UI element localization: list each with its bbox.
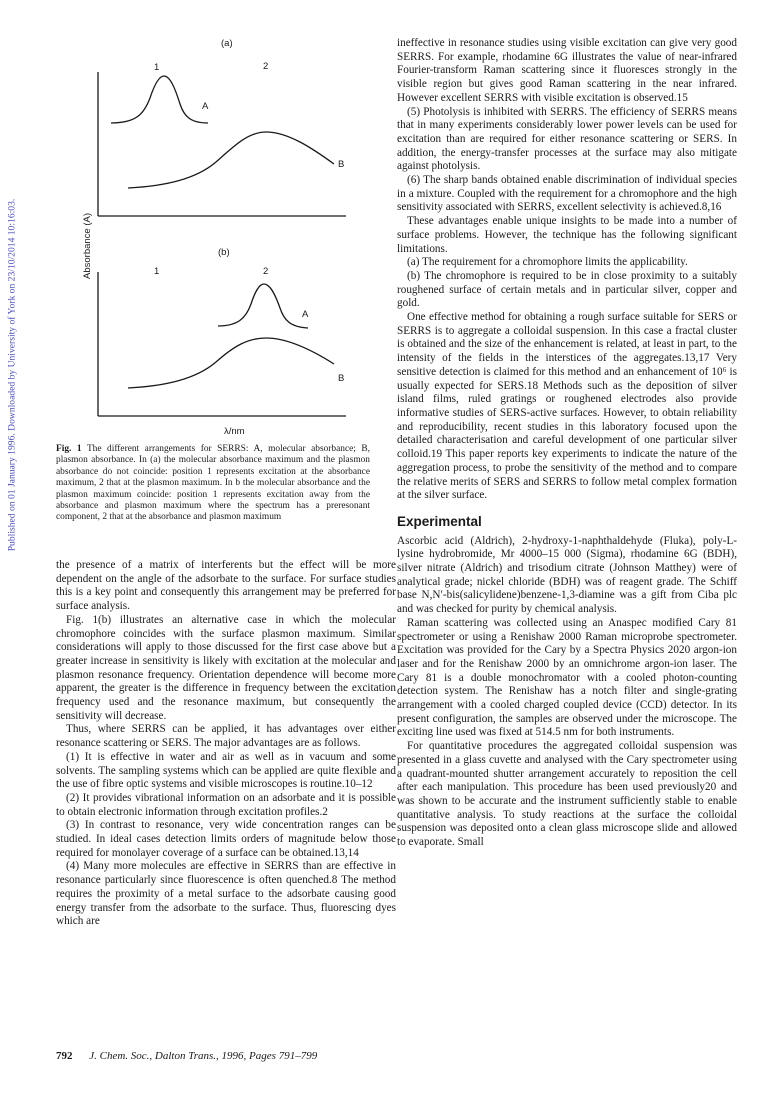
paragraph: (3) In contrast to resonance, very wide concentration ranges can be studied. In ideal cases detection limits orders of magnitude below those required for monolayer coverage of a surface can be obtained.13,14 (56, 819, 396, 859)
download-notice: Published on 01 January 1996. Downloaded by University of York on 23/10/2014 10:16:03. (6, 198, 18, 552)
paragraph: (1) It is effective in water and air as well as in vacuum and some solvents. The sampling systems which can be applied are quite flexible and the use of fibre optic systems and visible microscopes is routine.10–12 (56, 750, 396, 791)
figure-1-graphic (56, 36, 396, 471)
y-axis-label: Absorbance (A) (82, 212, 93, 280)
paragraph: (4) Many more molecules are effective in SERRS than are effective in resonance particularly since fluorescence is often quenched.8 The method requires the proximity of a metal surface to the adsorbate causing good energy transfer from the adsorbate to the surface. Thus, fluorescing dyes which are (56, 860, 396, 928)
paragraph: Fig. 1(b) illustrates an alternative case in which the molecular chromophore coincides with the surface plasmon maximum. Similar considerations will apply to those discussed for the first case above but a greater increase in sensitivity is likely with excitation at the molecular and plasmon resonance frequency. Orientation dependence will become more apparent, the greater is the difference in frequency between the excitation frequency used and the resonance maximum, but consequently the sensitivity will decrease. (56, 613, 396, 722)
panel-a-position-1: 1 (154, 62, 160, 73)
paragraph: (b) The chromophore is required to be in close proximity to a suitably roughened surface of certain metals and in particular silver, copper and gold. (397, 269, 737, 310)
panel-b-label: (b) (218, 247, 230, 258)
right-column (397, 37, 737, 850)
panel-b-position-1: 1 (154, 266, 160, 277)
panel-a-curve-a (111, 76, 208, 123)
panel-a-label: (a) (221, 38, 233, 49)
panel-a-position-2: 2 (263, 61, 269, 72)
panel-b-curve-a (218, 284, 308, 328)
panel-a-curve-b-label: B (338, 159, 345, 170)
paragraph: (6) The sharp bands obtained enable discrimination of individual species in a mixture. Coupled with the requirement for a chromophore and the high sensitivity associated with SERRS, excellent selectivity is achieved.8,16 (397, 174, 737, 214)
paragraph: One effective method for obtaining a rough surface suitable for SERS or SERRS is to aggregate a colloidal suspension. In this case a fractal cluster is obtained and the size of the enhancement is related, at least in part, to the intensity of the fields in the interstices of the aggregates.13,17 Very sensitive detection is claimed for this method and an enhancement of 10⁶ is usually expected for SERS.18 Methods such as the deposition of silver island films, ruled gratings or roughened electrodes also provide informative studies of SERS-active surfaces. However, to obtain reliability and reproducibility, recent studies in this laboratory focused upon the detailed characterisation and careful development of one particular silver colloid.19 This paper reports key experiments to indicate the nature of the aggregation process, to probe the sensitivity of the method and to compare the relative merits of SERS and SERRS to follow metal complex formation at the silver surface. (397, 311, 737, 502)
download-watermark (6, 60, 18, 690)
paragraph: the presence of a matrix of interferents but the effect will be more dependent on the angle of the adsorbate to the surface. For surface studies this is a key point and consequently this arrangement may be preferred for surface analysis. (56, 559, 396, 613)
paragraph: For quantitative procedures the aggregated colloidal suspension was presented in a glass cuvette and analysed with the Cary spectrometer using a quadrant-mounted shutter arrangement accurately to reposition the cell after each manipulation. This procedure has been used previously20 and was shown to be accurate and the instrument sufficiently stable to enable quantitative analysis. To study reactions at the surface the colloidal suspension was deposited onto a clean glass microscope slide and allowed to evaporate. Small (397, 740, 737, 849)
page-footer (56, 1050, 317, 1062)
panel-b-position-2: 2 (263, 266, 269, 277)
panel-b-curve-a-label: A (302, 309, 309, 320)
paragraph: These advantages enable unique insights to be made into a number of surface problems. However, the technique has the following significant limitations. (397, 215, 737, 255)
paragraph: (5) Photolysis is inhibited with SERRS. The efficiency of SERRS means that in many experiments considerably lower power levels can be used for excitation than are required for either resonance scattering or SERS. In addition, the energy-transfer processes at the surface may also mitigate against photolysis. (397, 105, 737, 173)
journal-citation: J. Chem. Soc., Dalton Trans., 1996, Pages 791–799 (89, 1050, 318, 1062)
figure-1 (56, 36, 396, 523)
section-heading-experimental: Experimental (397, 513, 482, 529)
paragraph: Ascorbic acid (Aldrich), 2-hydroxy-1-naphthaldehyde (Fluka), poly-L-lysine hydrobromide, Mr 4000–15 000 (Sigma), rhodamine 6G (BDH), silver nitrate (Aldrich) and trisodium citrate (Johnson Matthey) were of analytical grade; nickel chloride (BDH) was of reagent grade. The Schiff base N,N′-bis(salicylidene)benzene-1,3-diamine was a gift from Ciba plc and was checked for purity by chemical analysis. (397, 534, 737, 616)
paragraph: (2) It provides vibrational information on an adsorbate and it is possible to obtain electronic information through excitation profiles.2 (56, 791, 396, 818)
left-body-text (56, 559, 396, 929)
page-number: 792 (56, 1050, 73, 1062)
panel-b-curve-b-label: B (338, 373, 345, 384)
panel-b-curve-b (128, 338, 334, 388)
paragraph: Raman scattering was collected using an Anaspec modified Cary 81 spectrometer or using a Renishaw 2000 Raman microprobe spectrometer. Excitation was provided for the Cary by a Spectra Physics 2020 argon-ion laser and for the Renishaw 2000 by an omnichrome argon-ion laser. The Cary 81 is a double monochromator with a cooled photon-counting detection system. The Renishaw has a notch filter and single-grating arrangement with a cooled charged coupled device (CCD) detector. In its present configuration, the samples are observed under the microscope. The exciting line used was fixed at 514.5 nm for both instruments. (397, 616, 737, 739)
left-column (56, 36, 396, 929)
paragraph: (a) The requirement for a chromophore limits the applicability. (407, 256, 688, 269)
x-axis-label: λ/nm (224, 426, 245, 437)
caption-label: Fig. 1 (56, 444, 82, 454)
paragraph: ineffective in resonance studies using visible excitation can give very good SERRS. For example, rhodamine 6G illustrates the value of near-infrared Fourier-transform Raman scattering since it fluoresces strongly in the visible region but gives good Raman scattering in the near infrared. However excellent SERRS with visible excitation is observed.15 (397, 37, 737, 104)
panel-a-curve-a-label: A (202, 101, 209, 112)
paragraph: Thus, where SERRS can be applied, it has advantages over either resonance scattering or SERS. The major advantages are as follows. (56, 723, 396, 750)
figure-caption (56, 444, 370, 524)
panel-a-curve-b (128, 132, 334, 188)
caption-text: The different arrangements for SERRS: A, molecular absorbance; B, plasmon absorbance. In (a) the molecular absorbance maximum and the plasmon absorbance do not coincide: position 1 represents excitation at the absorbance maximum, 2 that at the plasmon maximum. In b the molecular absorbance and the plasmon maximum coincide: position 1 represents excitation away from the absorbance and plasmon maximum where the spectrum has a preresonant component, 2 that at the absorbance and plasmon maximum (56, 444, 370, 523)
